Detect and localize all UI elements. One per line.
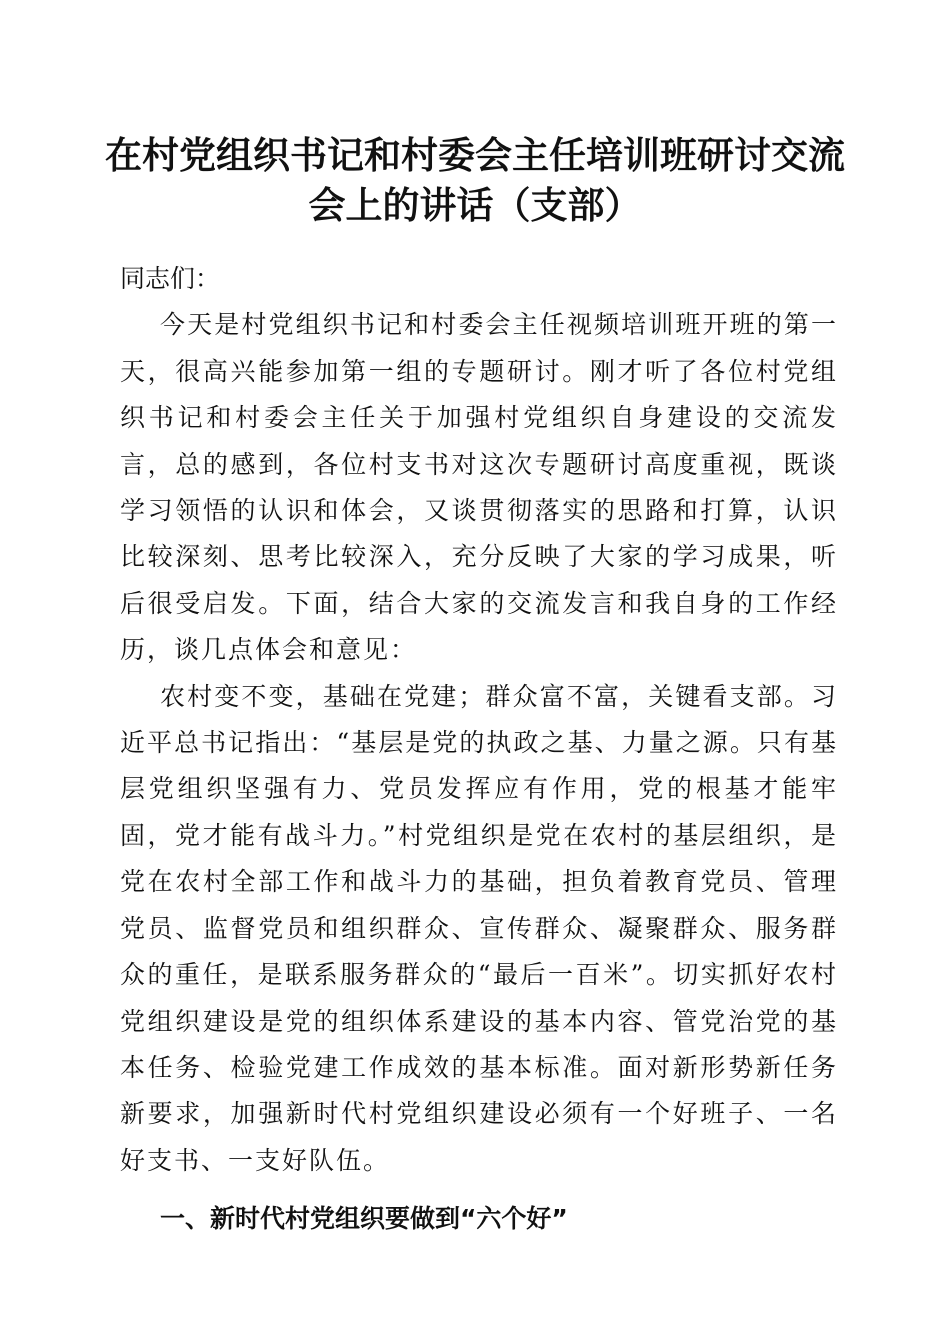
document-title (100, 130, 850, 230)
paragraph-1: 今天是村党组织书记和村委会主任视频培训班开班的第一天，很高兴能参加第一组的专题研讨。刚才听了各位村党组织书记和村委会主任关于加强村党组织自身建设的交流发言，总的感到，各位村支书对这次专题研讨高度重视，既谈学习领悟的认识和体会，又谈贯彻落实的思路和打算，认识比较深刻、思考比较深入，充分反映了大家的学习成果，听后很受启发。下面，结合大家的交流发言和我自身的工作经历，谈几点体会和意见： (120, 310, 838, 665)
title-line-1: 在村党组织书记和村委会主任培训班研讨交流 (105, 133, 845, 177)
document-body (120, 256, 838, 1243)
salutation: 同志们： (120, 264, 221, 293)
paragraph-2: 农村变不变，基础在党建；群众富不富，关键看支部。习近平总书记指出：“基层是党的执政之基、力量之源。只有基层党组织坚强有力、党员发挥应有作用，党的根基才能牢固，党才能有战斗力。”村党组织是党在农村的基层组织，是党在农村全部工作和战斗力的基础，担负着教育党员、管理党员、监督党员和组织群众、宣传群众、凝聚群众、服务群众的重任，是联系服务群众的“最后一百米”。切实抓好农村党组织建设是党的组织体系建设的基本内容、管党治党的基本任务、检验党建工作成效的基本标准。面对新形势新任务新要求，加强新时代村党组织建设必须有一个好班子、一名好支书、一支好队伍。 (120, 681, 838, 1175)
title-line-2: 会上的讲话（支部） (308, 183, 642, 227)
paragraphs (120, 302, 838, 1184)
section-heading: 一、新时代村党组织要做到“六个好” (160, 1204, 568, 1234)
